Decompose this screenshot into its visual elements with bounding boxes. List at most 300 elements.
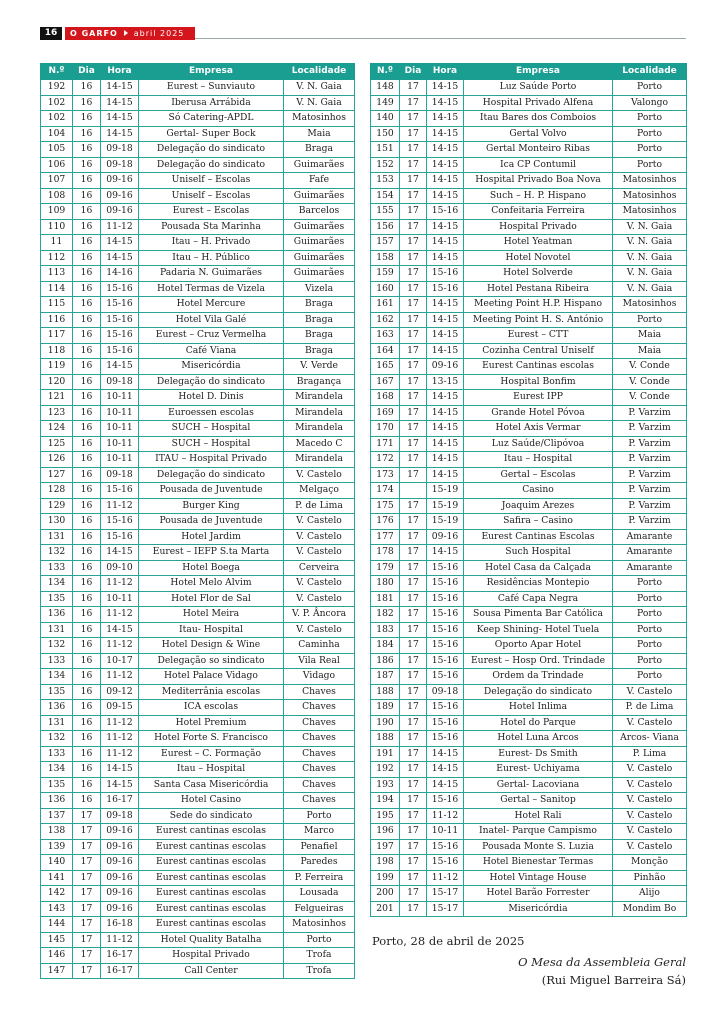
cell-company: Gertal- Super Bock [139,126,284,142]
cell-time: 14-15 [101,126,139,142]
cell-company: Eurest- Ds Smith [464,746,613,762]
cell-time: 14-15 [101,762,139,778]
cell-location: Arcos- Viana [613,731,687,747]
cell-location: V. Verde [284,359,355,375]
cell-time: 15-17 [427,901,464,917]
cell-company: Eurest – C. Formação [139,746,284,762]
cell-time: 14-15 [427,762,464,778]
table-row [41,793,355,809]
cell-location: Maia [613,343,687,359]
cell-day: 16 [73,281,101,297]
cell-number: 159 [371,266,400,282]
cell-location: Monção [613,855,687,871]
cell-location: V. Castelo [284,576,355,592]
cell-company: Delegação do sindicato [139,374,284,390]
cell-time: 14-15 [427,452,464,468]
table-row [41,483,355,499]
table-row [371,95,687,111]
cell-time: 16-17 [101,948,139,964]
table-row [41,390,355,406]
cell-location: Porto [284,932,355,948]
cell-time: 14-15 [101,111,139,127]
cell-number: 120 [41,374,73,390]
cell-time: 14-15 [427,219,464,235]
cell-location: Barcelos [284,204,355,220]
col-header-location: Localidade [613,64,687,80]
cell-location: Marco [284,824,355,840]
cell-location: P. Ferreira [284,870,355,886]
table-row [371,436,687,452]
cell-company: Eurest – Sunviauto [139,80,284,96]
cell-company: Gertal- Lacoviana [464,777,613,793]
cell-number: 192 [371,762,400,778]
cell-time: 14-15 [427,467,464,483]
cell-location: Matosinhos [613,188,687,204]
cell-number: 135 [41,591,73,607]
cell-company: Eurest cantinas escolas [139,901,284,917]
cell-time: 15-16 [427,669,464,685]
cell-day: 16 [73,700,101,716]
cell-number: 167 [371,374,400,390]
cell-company: Meeting Point H.P. Hispano [464,297,613,313]
cell-company: Hotel Casino [139,793,284,809]
table-row [41,281,355,297]
cell-time: 14-15 [427,80,464,96]
cell-time: 09-16 [427,529,464,545]
cell-location: Guimarães [284,219,355,235]
cell-company: Hotel Bienestar Termas [464,855,613,871]
cell-day: 17 [400,188,427,204]
cell-time: 14-15 [427,390,464,406]
table-row [371,173,687,189]
cell-time: 14-15 [427,173,464,189]
cell-day: 17 [400,715,427,731]
cell-time: 15-16 [101,328,139,344]
col-header-day: Dia [400,64,427,80]
cell-company: ICA escolas [139,700,284,716]
table-row [371,157,687,173]
cell-number: 160 [371,281,400,297]
cell-number: 126 [41,452,73,468]
cell-location: Melgaço [284,483,355,499]
page-number: 16 [40,27,62,40]
cell-number: 137 [41,808,73,824]
cell-day: 16 [73,95,101,111]
cell-time: 16-17 [101,793,139,809]
cell-company: Itau – H. Público [139,250,284,266]
cell-day: 17 [400,498,427,514]
cell-time: 15-16 [427,638,464,654]
cell-location: Felgueiras [284,901,355,917]
cell-time: 14-15 [427,343,464,359]
cell-location: Caminha [284,638,355,654]
cell-location: Chaves [284,746,355,762]
cell-time: 14-15 [427,545,464,561]
cell-location: V. Castelo [613,839,687,855]
table-row [371,638,687,654]
cell-location: Matosinhos [613,204,687,220]
cell-number: 136 [41,700,73,716]
cell-location: Guimarães [284,157,355,173]
cell-number: 195 [371,808,400,824]
cell-location: Mirandela [284,452,355,468]
cell-time: 09-16 [101,855,139,871]
cell-day: 16 [73,312,101,328]
cell-day: 16 [73,452,101,468]
cell-time: 10-11 [101,405,139,421]
cell-number: 133 [41,746,73,762]
cell-company: Hotel Termas de Vizela [139,281,284,297]
cell-day: 16 [73,359,101,375]
cell-number: 163 [371,328,400,344]
cell-time: 10-11 [101,421,139,437]
cell-time: 14-15 [427,95,464,111]
cell-company: SUCH – Hospital [139,421,284,437]
cell-location: V. Conde [613,374,687,390]
cell-day: 17 [400,700,427,716]
table-row [41,777,355,793]
cell-location: P. Varzim [613,452,687,468]
cell-company: Hotel Yeatman [464,235,613,251]
cell-company: Hotel do Parque [464,715,613,731]
cell-number: 114 [41,281,73,297]
cell-time: 15-19 [427,483,464,499]
cell-number: 127 [41,467,73,483]
table-row [371,824,687,840]
cell-number: 109 [41,204,73,220]
cell-time: 14-15 [427,777,464,793]
cell-day: 17 [400,157,427,173]
cell-location: Braga [284,343,355,359]
cell-company: Casino [464,483,613,499]
cell-day: 17 [400,436,427,452]
col-header-number: N.º [41,64,73,80]
cell-number: 121 [41,390,73,406]
cell-location: P. Varzim [613,421,687,437]
table-row [41,359,355,375]
cell-time: 14-15 [427,157,464,173]
table-row [371,607,687,623]
cell-location: Porto [613,126,687,142]
cell-location: Mondim Bo [613,901,687,917]
cell-company: Hotel Premium [139,715,284,731]
cell-location: Lousada [284,886,355,902]
cell-company: Itau- Hospital [139,622,284,638]
cell-number: 156 [371,219,400,235]
cell-location: V. Conde [613,359,687,375]
cell-company: Meeting Point H. S. António [464,312,613,328]
cell-day: 16 [73,204,101,220]
table-row [41,560,355,576]
table-row [41,297,355,313]
table-row [41,545,355,561]
cell-number: 184 [371,638,400,654]
cell-number: 144 [41,917,73,933]
cell-location: P. Varzim [613,498,687,514]
cell-day: 17 [73,886,101,902]
table-row [41,80,355,96]
cell-company: Gertal Monteiro Ribas [464,142,613,158]
cell-location: Porto [613,142,687,158]
cell-time: 15-16 [427,607,464,623]
cell-day: 16 [73,328,101,344]
cell-day: 16 [73,622,101,638]
cell-location: Penafiel [284,839,355,855]
cell-number: 102 [41,95,73,111]
table-body-left [41,80,355,979]
cell-location: Porto [613,576,687,592]
table-row [41,95,355,111]
cell-location: V. Conde [613,390,687,406]
schedule-table-right [370,63,687,917]
cell-number: 176 [371,514,400,530]
cell-day: 17 [400,855,427,871]
cell-number: 152 [371,157,400,173]
cell-day: 17 [400,80,427,96]
cell-day: 17 [400,793,427,809]
cell-number: 131 [41,529,73,545]
cell-number: 125 [41,436,73,452]
cell-company: Santa Casa Misericórdia [139,777,284,793]
cell-day: 17 [400,421,427,437]
cell-time: 09-16 [101,188,139,204]
table-row [371,545,687,561]
cell-company: Sousa Pimenta Bar Católica [464,607,613,623]
cell-day: 16 [73,514,101,530]
cell-number: 142 [41,886,73,902]
cell-day: 16 [73,467,101,483]
cell-day: 17 [400,343,427,359]
table-row [41,514,355,530]
table-row [371,219,687,235]
cell-time: 10-11 [101,436,139,452]
header-rule [195,38,686,39]
table-row [41,715,355,731]
cell-company: Oporto Apar Hotel [464,638,613,654]
cell-company: Delegação do sindicato [139,467,284,483]
cell-day: 16 [73,669,101,685]
cell-time: 14-15 [101,235,139,251]
cell-company: Hotel Rali [464,808,613,824]
table-row [41,436,355,452]
cell-location: Matosinhos [284,111,355,127]
table-row [41,917,355,933]
cell-location: Valongo [613,95,687,111]
cell-number: 132 [41,545,73,561]
cell-number: 178 [371,545,400,561]
cell-number: 143 [41,901,73,917]
place-date: Porto, 28 de abril de 2025 [372,934,525,948]
table-row [371,374,687,390]
cell-day: 16 [73,266,101,282]
cell-number: 157 [371,235,400,251]
cell-number: 191 [371,746,400,762]
cell-number: 188 [371,684,400,700]
table-row [41,111,355,127]
table-row [371,483,687,499]
cell-day: 17 [400,297,427,313]
cell-location: Amarante [613,529,687,545]
cell-company: Ordem da Trindade [464,669,613,685]
cell-time: 11-12 [101,607,139,623]
cell-time: 11-12 [101,638,139,654]
cell-number: 106 [41,157,73,173]
cell-location: Porto [613,312,687,328]
cell-number: 139 [41,839,73,855]
cell-location: P. Varzim [613,436,687,452]
cell-company: Luz Saúde Porto [464,80,613,96]
cell-time: 11-12 [101,498,139,514]
table-row [371,560,687,576]
cell-day: 16 [73,483,101,499]
cell-time: 09-15 [101,700,139,716]
cell-company: Delegação do sindicato [464,684,613,700]
cell-number: 181 [371,591,400,607]
table-row [41,700,355,716]
cell-location: V. Castelo [613,808,687,824]
table-row [41,467,355,483]
cell-day: 17 [400,622,427,638]
table-row [371,359,687,375]
cell-day: 16 [73,436,101,452]
cell-company: Eurest cantinas escolas [139,824,284,840]
table-row [371,467,687,483]
cell-time: 15-16 [427,793,464,809]
col-header-company: Empresa [139,64,284,80]
table-row [371,250,687,266]
cell-day: 17 [400,374,427,390]
cell-company: Eurest cantinas escolas [139,870,284,886]
cell-number: 164 [371,343,400,359]
cell-company: Inatel- Parque Campismo [464,824,613,840]
cell-number: 113 [41,266,73,282]
cell-day: 17 [73,948,101,964]
table-row [371,576,687,592]
cell-company: Itau Bares dos Comboios [464,111,613,127]
cell-company: Pousada Monte S. Luzia [464,839,613,855]
cell-day: 17 [400,638,427,654]
cell-time: 14-16 [101,266,139,282]
cell-company: Eurest – Hosp Ord. Trindade [464,653,613,669]
cell-time: 09-18 [101,142,139,158]
cell-day: 16 [73,142,101,158]
cell-number: 104 [41,126,73,142]
cell-day: 17 [73,839,101,855]
cell-company: Hotel Vila Galé [139,312,284,328]
cell-day: 16 [73,498,101,514]
cell-company: Hospital Privado Boa Nova [464,173,613,189]
cell-company: Keep Shining- Hotel Tuela [464,622,613,638]
cell-time: 15-16 [427,731,464,747]
cell-location: Maia [613,328,687,344]
table-row [41,576,355,592]
cell-time: 15-16 [101,483,139,499]
cell-day: 16 [73,157,101,173]
table-row [41,328,355,344]
cell-day: 16 [73,250,101,266]
cell-number: 136 [41,607,73,623]
cell-day: 17 [400,824,427,840]
cell-number: 108 [41,188,73,204]
cell-day: 16 [73,777,101,793]
cell-number: 150 [371,126,400,142]
table-row [41,421,355,437]
cell-location: Macedo C [284,436,355,452]
table-row [41,235,355,251]
cell-number: 105 [41,142,73,158]
cell-company: Hotel Palace Vidago [139,669,284,685]
table-row [41,374,355,390]
cell-number: 130 [41,514,73,530]
cell-day: 16 [73,731,101,747]
cell-number: 146 [41,948,73,964]
cell-number: 174 [371,483,400,499]
cell-time: 11-12 [101,219,139,235]
cell-time: 14-15 [427,405,464,421]
table-row [41,762,355,778]
triangle-right-icon [124,30,128,36]
cell-time: 15-16 [427,715,464,731]
cell-day: 17 [400,886,427,902]
cell-day: 16 [73,235,101,251]
cell-location: Chaves [284,762,355,778]
table-row [41,731,355,747]
cell-company: Gertal Volvo [464,126,613,142]
cell-number: 180 [371,576,400,592]
cell-location: Chaves [284,715,355,731]
cell-number: 136 [41,793,73,809]
table-body-right [371,80,687,917]
cell-time: 10-11 [427,824,464,840]
cell-company: Hospital Privado Alfena [464,95,613,111]
col-header-day: Dia [73,64,101,80]
cell-time: 14-15 [101,95,139,111]
cell-time: 09-16 [101,901,139,917]
cell-day: 17 [400,219,427,235]
cell-location: Matosinhos [613,173,687,189]
cell-time: 14-15 [427,250,464,266]
cell-location: Guimarães [284,188,355,204]
table-row [371,111,687,127]
table-row [371,839,687,855]
cell-time: 15-16 [427,653,464,669]
cell-time: 14-15 [427,421,464,437]
cell-day: 17 [400,777,427,793]
cell-location: V. Castelo [613,715,687,731]
cell-time: 11-12 [101,576,139,592]
table-row [41,839,355,855]
table-row [41,622,355,638]
cell-company: ITAU – Hospital Privado [139,452,284,468]
table-row [41,669,355,685]
cell-day: 16 [73,421,101,437]
cell-time: 14-15 [101,622,139,638]
cell-day: 16 [73,715,101,731]
cell-location: Porto [613,591,687,607]
cell-time: 10-11 [101,390,139,406]
cell-location: Braga [284,297,355,313]
cell-number: 172 [371,452,400,468]
cell-time: 14-15 [427,188,464,204]
cell-time: 14-15 [101,545,139,561]
cell-number: 153 [371,173,400,189]
cell-location: Porto [613,622,687,638]
table-row [371,266,687,282]
cell-number: 134 [41,762,73,778]
cell-location: Braga [284,328,355,344]
cell-location: P. Varzim [613,483,687,499]
cell-company: Ica CP Contumil [464,157,613,173]
